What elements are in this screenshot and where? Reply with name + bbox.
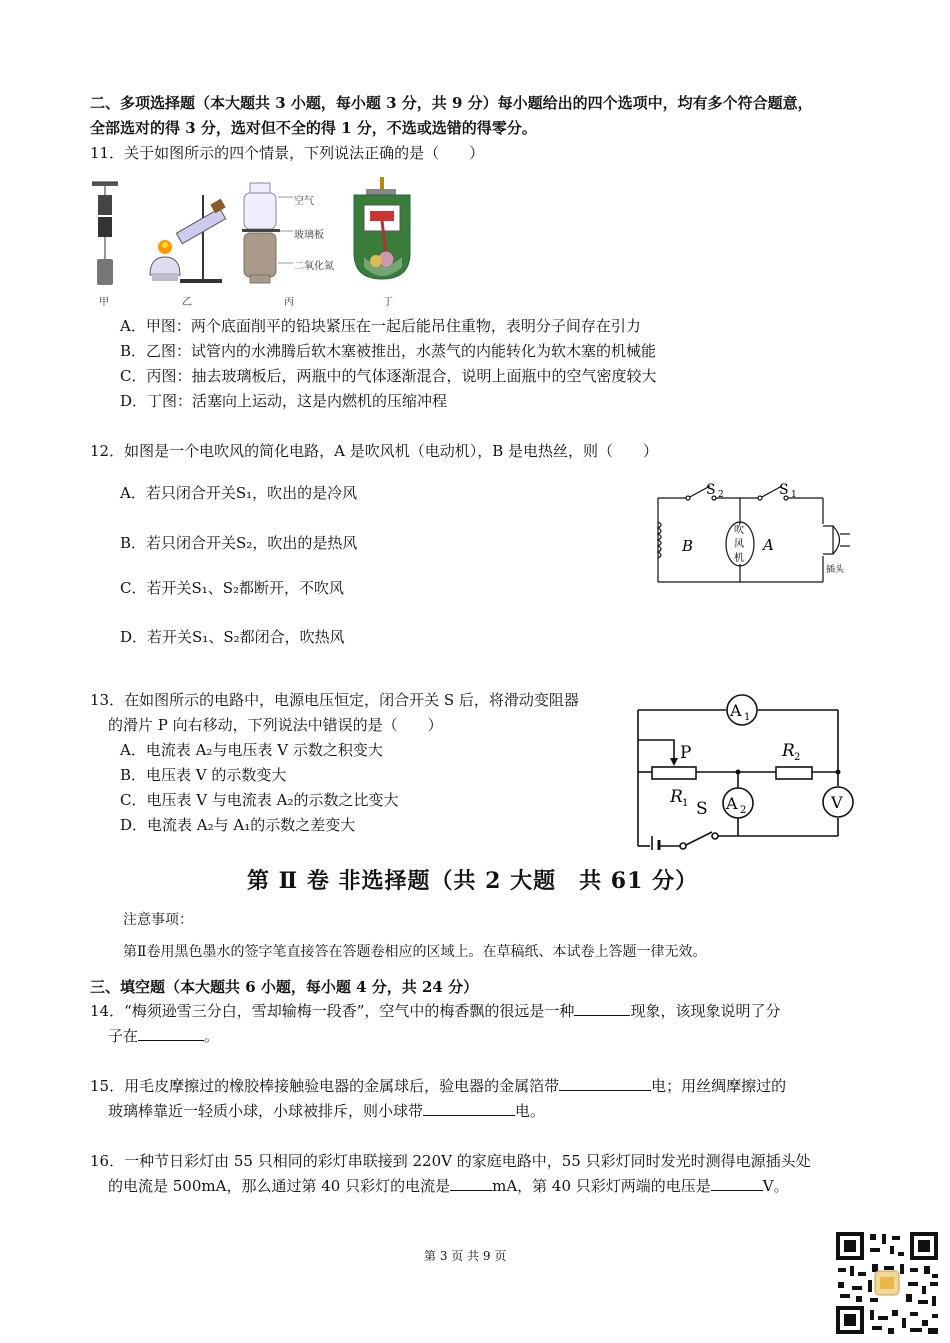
hair-dryer-circuit bbox=[648, 476, 858, 586]
switch-s1-label: S bbox=[779, 482, 789, 498]
q13-option-a: A．电流表 A₂与电压表 V 示数之积变大 bbox=[120, 741, 383, 759]
page-number: 第 3 页 共 9 页 bbox=[424, 1249, 507, 1263]
q15-text-3: 玻璃棒靠近一轻质小球，小球被排斥，则小球带 bbox=[108, 1102, 424, 1120]
bottle-label-no2: 二氧化氮 bbox=[294, 261, 334, 272]
q14-text-3: 子在 bbox=[108, 1027, 139, 1045]
q16-text-3: mA，第 40 只彩灯两端的电压是 bbox=[492, 1177, 711, 1195]
q11-option-b: B．乙图：试管内的水沸腾后软木塞被推出，水蒸气的内能转化为软木塞的机械能 bbox=[120, 342, 657, 360]
q14-text-1: 14．“梅须逊雪三分白，雪却输梅一段香”，空气中的梅香飘的很远是一种 bbox=[90, 1002, 575, 1020]
q13-stem-line1: 13．在如图所示的电路中，电源电压恒定，闭合开关 S 后，将滑动变阻器 bbox=[90, 691, 579, 709]
part2-title: 第 Ⅱ 卷 非选择题（共 2 大题 共 61 分） bbox=[247, 868, 699, 894]
q12-option-c: C．若开关S₁、S₂都断开，不吹风 bbox=[120, 579, 345, 597]
ammeter-a2-sub: 2 bbox=[740, 805, 747, 816]
r1-label: R bbox=[670, 787, 683, 807]
r2-sub: 2 bbox=[794, 752, 801, 763]
q12-option-a: A．若只闭合开关S₁，吹出的是冷风 bbox=[120, 484, 358, 502]
q13-stem-line2: 的滑片 P 向右移动，下列说法中错误的是（ ） bbox=[108, 716, 443, 734]
q12-option-b: B．若只闭合开关S₂，吹出的是热风 bbox=[120, 534, 358, 552]
motor-char-3: 机 bbox=[734, 553, 744, 564]
switch-s-label: S bbox=[696, 799, 708, 819]
q11-stem: 11．关于如图所示的四个情景，下列说法正确的是（ ） bbox=[90, 144, 485, 162]
q16-blank-1[interactable] bbox=[450, 1176, 492, 1191]
ammeter-a1-label: A bbox=[730, 701, 742, 720]
q12-option-d: D．若开关S₁、S₂都闭合，吹热风 bbox=[120, 628, 345, 646]
r1-sub: 1 bbox=[682, 798, 689, 809]
motor-a-label: A bbox=[763, 536, 774, 554]
q15-text-4: 电。 bbox=[515, 1102, 546, 1120]
test-tube-figure bbox=[150, 195, 226, 283]
q11-label-ding: 丁 bbox=[383, 297, 393, 308]
q15-line2 bbox=[108, 1101, 545, 1121]
plug-label: 插头 bbox=[826, 565, 845, 575]
q16-line2 bbox=[108, 1176, 789, 1196]
bottle-label-glass: 玻璃板 bbox=[294, 230, 324, 241]
q14-text-2: 现象，该现象说明了分 bbox=[630, 1002, 781, 1020]
q15-text-1: 15．用毛皮摩擦过的橡胶棒接触验电器的金属球后，验电器的金属箔带 bbox=[90, 1077, 560, 1095]
ammeter-a2-label: A bbox=[726, 794, 738, 813]
q14-text-4: 。 bbox=[204, 1027, 220, 1045]
q13-option-d: D．电流表 A₂与 A₁的示数之差变大 bbox=[120, 816, 356, 834]
q16-line1: 16．一种节日彩灯由 55 只相同的彩灯串联接到 220V 的家庭电路中，55 只彩灯同时发光时测得电源插头处 bbox=[90, 1152, 811, 1170]
q16-text-4: V。 bbox=[762, 1177, 789, 1195]
q15-blank-1[interactable] bbox=[559, 1076, 651, 1091]
notice-text: 第Ⅱ卷用黑色墨水的签字笔直接答在答题卷相应的区域上。在草稿纸、本试卷上答题一律无效。 bbox=[123, 944, 707, 960]
heater-b-label: B bbox=[682, 537, 694, 555]
q11-label-bing: 丙 bbox=[284, 297, 294, 308]
section3-heading: 三、填空题（本大题共 6 小题，每小题 4 分，共 24 分） bbox=[90, 978, 479, 996]
q16-text-2: 的电流是 500mA，那么通过第 40 只彩灯的电流是 bbox=[108, 1177, 451, 1195]
q14-blank-2[interactable] bbox=[138, 1026, 204, 1041]
voltmeter-v-label: V bbox=[831, 793, 843, 812]
motor-char-2: 风 bbox=[734, 539, 744, 550]
motor-char-1: 吹 bbox=[734, 525, 744, 536]
q11-option-c: C．丙图：抽去玻璃板后，两瓶中的气体逐渐混合，说明上面瓶中的空气密度较大 bbox=[120, 367, 657, 385]
q15-line1 bbox=[90, 1076, 786, 1096]
ammeter-a1-sub: 1 bbox=[744, 712, 751, 723]
rheostat-circuit bbox=[630, 690, 860, 850]
section2-heading-line2: 全部选对的得 3 分，选对但不全的得 1 分，不选或选错的得零分。 bbox=[90, 119, 537, 137]
q11-label-yi: 乙 bbox=[182, 297, 192, 308]
heating-coil bbox=[658, 522, 661, 558]
q15-text-2: 电；用丝绸摩擦过的 bbox=[651, 1077, 787, 1095]
switch-s2-label: S bbox=[706, 482, 716, 498]
q11-option-d: D．丁图：活塞向上运动，这是内燃机的压缩冲程 bbox=[120, 392, 448, 410]
q15-blank-2[interactable] bbox=[423, 1101, 515, 1116]
bottle-label-air: 空气 bbox=[294, 196, 314, 207]
q14-blank-1[interactable] bbox=[574, 1001, 630, 1016]
q11-figures bbox=[88, 175, 428, 310]
lead-blocks-figure bbox=[92, 182, 118, 285]
gas-bottles-figure bbox=[242, 183, 293, 283]
q13-option-b: B．电压表 V 的示数变大 bbox=[120, 766, 287, 784]
q14-line1 bbox=[90, 1001, 780, 1021]
q12-stem: 12．如图是一个电吹风的简化电路，A 是吹风机（电动机），B 是电热丝，则（ ） bbox=[90, 442, 658, 460]
switch-s1-sub: 1 bbox=[791, 490, 797, 500]
q16-blank-2[interactable] bbox=[711, 1176, 763, 1191]
switch-s2-sub: 2 bbox=[718, 490, 724, 500]
qr-code bbox=[834, 1230, 940, 1336]
q14-line2 bbox=[108, 1026, 219, 1046]
q13-option-c: C．电压表 V 与电流表 A₂的示数之比变大 bbox=[120, 791, 399, 809]
q11-option-a: A．甲图：两个底面削平的铅块紧压在一起后能吊住重物，表明分子间存在引力 bbox=[120, 317, 641, 335]
slider-p-label: P bbox=[680, 743, 692, 763]
q11-label-jia: 甲 bbox=[99, 297, 109, 308]
r2-label: R bbox=[782, 741, 795, 761]
engine-figure bbox=[354, 177, 410, 279]
notice-label: 注意事项： bbox=[123, 912, 193, 928]
section2-heading: 二、多项选择题（本大题共 3 小题，每小题 3 分，共 9 分）每小题给出的四个选项中，均有多个符合题意， bbox=[90, 94, 813, 112]
